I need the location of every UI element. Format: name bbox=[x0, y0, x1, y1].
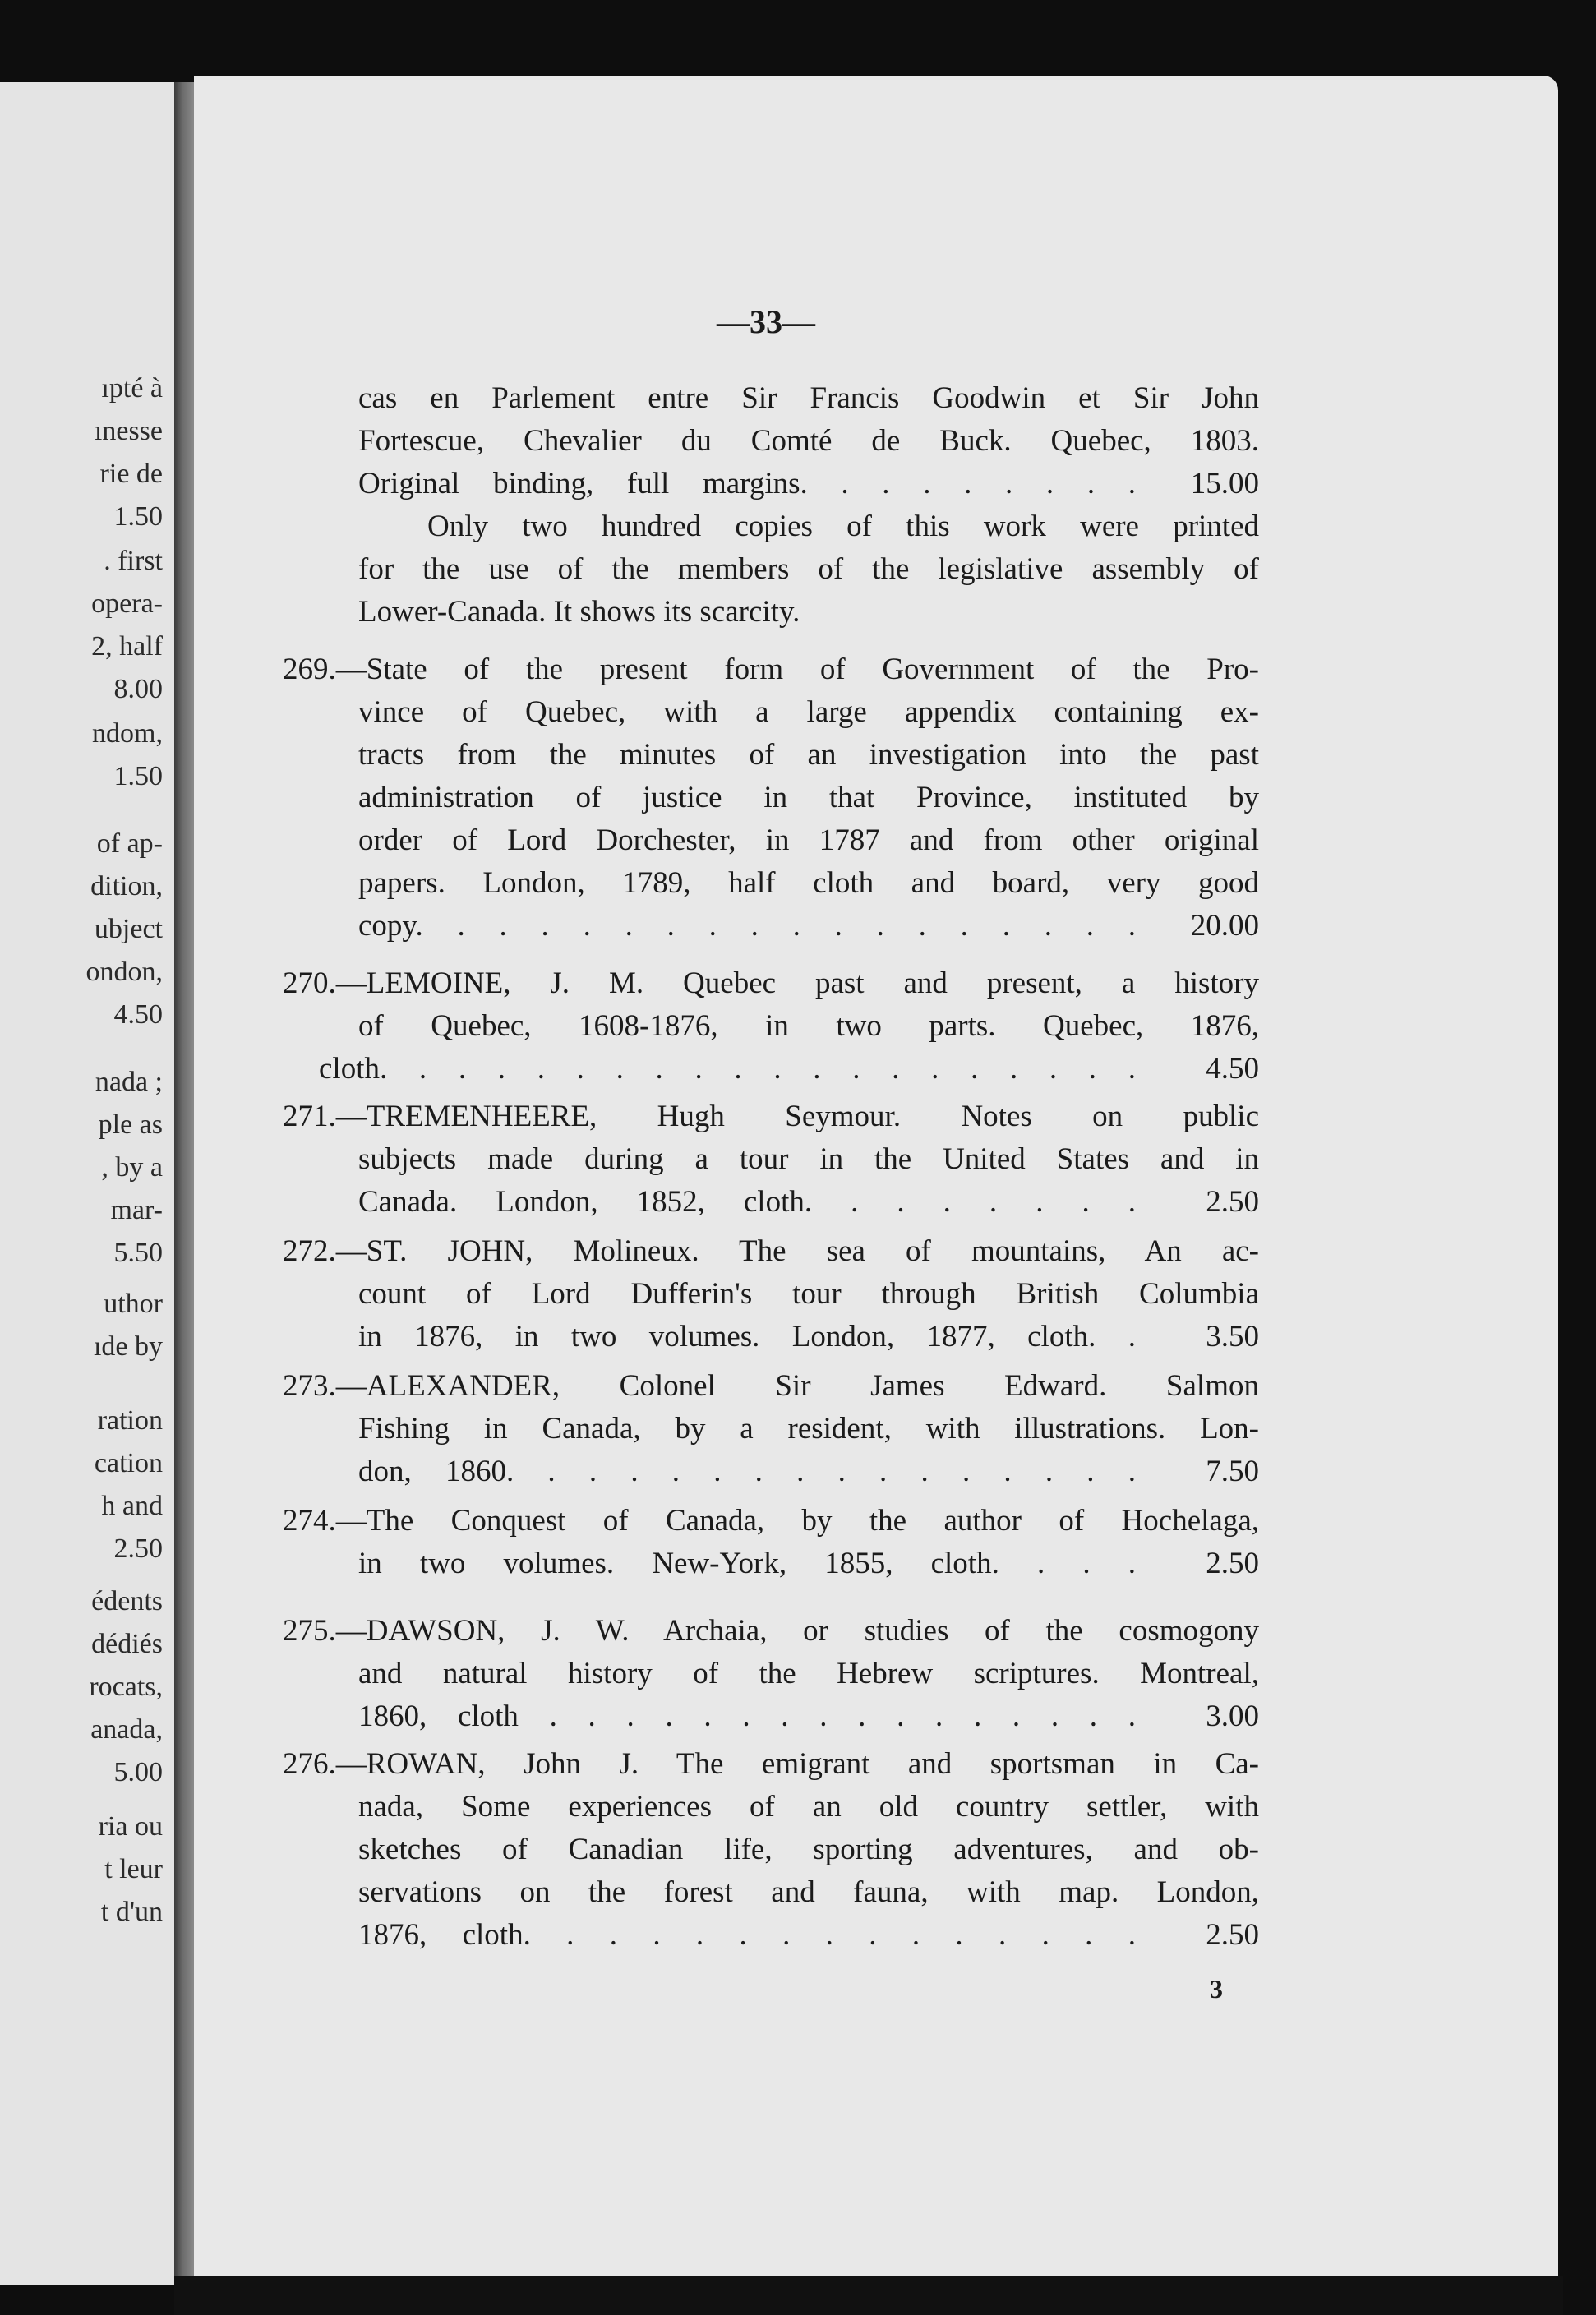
entry-line: subjects made during a tour in the United States and in bbox=[358, 1142, 1259, 1176]
left-page-text: opera- bbox=[91, 588, 163, 619]
left-page-text: ıde by bbox=[93, 1331, 163, 1362]
left-page-fragment bbox=[0, 82, 174, 2285]
left-page-text: ria ou bbox=[98, 1811, 163, 1842]
entry-line: cloth. . . . . . . . . . . . . . . . . . . . bbox=[319, 1052, 1136, 1086]
entry-line: 271.—TREMENHEERE, Hugh Seymour. Notes on public bbox=[283, 1100, 1259, 1133]
signature-mark: 3 bbox=[1210, 1974, 1223, 2004]
entry-line: Canada. London, 1852, cloth. . . . . . . . bbox=[358, 1185, 1136, 1219]
entry-line: and natural history of the Hebrew scriptures. Montreal, bbox=[358, 1657, 1259, 1690]
left-page-text: rocats, bbox=[89, 1672, 163, 1702]
left-page-text: t d'un bbox=[100, 1897, 163, 1927]
left-page-text: uthor bbox=[104, 1289, 163, 1319]
entry-line: Fishing in Canada, by a resident, with illustrations. Lon- bbox=[358, 1412, 1259, 1446]
price: 15.00 bbox=[1190, 467, 1259, 500]
entry-line: administration of justice in that Province, instituted by bbox=[358, 781, 1259, 814]
entry-line: tracts from the minutes of an investigation into the past bbox=[358, 738, 1259, 772]
entry-note-line: Lower-Canada. It shows its scarcity. bbox=[358, 595, 800, 629]
entry-line: 269.—State of the present form of Government of the Pro- bbox=[283, 653, 1259, 686]
entry-line: don, 1860. . . . . . . . . . . . . . . . bbox=[358, 1455, 1136, 1488]
left-page-text: rie de bbox=[99, 459, 163, 489]
left-page-text: 1.50 bbox=[113, 761, 163, 791]
left-page-text: 8.00 bbox=[113, 674, 163, 704]
left-page-text: 1.50 bbox=[113, 501, 163, 532]
price: 4.50 bbox=[1206, 1052, 1259, 1086]
left-page-text: dédiés bbox=[91, 1629, 163, 1659]
entry-line: Original binding, full margins. . . . . . . . . bbox=[358, 467, 1136, 500]
entry-line: 274.—The Conquest of Canada, by the author of Hochelaga, bbox=[283, 1504, 1259, 1538]
left-page-text: dition, bbox=[90, 871, 163, 902]
price: 2.50 bbox=[1206, 1918, 1259, 1952]
left-page-text: 2, half bbox=[91, 631, 163, 662]
price: 3.00 bbox=[1206, 1699, 1259, 1733]
entry-note-line: Only two hundred copies of this work were printed bbox=[427, 510, 1259, 543]
entry-line: 275.—DAWSON, J. W. Archaia, or studies of the cosmogony bbox=[283, 1614, 1259, 1648]
left-page-text: ndom, bbox=[92, 718, 163, 749]
left-page-text: ıpté à bbox=[101, 373, 163, 404]
left-page-text: of ap- bbox=[96, 828, 163, 859]
entry-line: cas en Parlement entre Sir Francis Goodwin et Sir John bbox=[358, 381, 1259, 415]
price: 2.50 bbox=[1206, 1185, 1259, 1219]
price: 3.50 bbox=[1206, 1320, 1259, 1353]
entry-line: vince of Quebec, with a large appendix containing ex- bbox=[358, 695, 1259, 729]
left-page-text: 5.50 bbox=[113, 1238, 163, 1268]
book-gutter bbox=[174, 82, 194, 2285]
left-page-text: 4.50 bbox=[113, 999, 163, 1030]
left-page-text: anada, bbox=[90, 1714, 163, 1745]
scan-bottom-edge bbox=[174, 2276, 1563, 2315]
left-page-text: ple as bbox=[98, 1109, 163, 1140]
entry-line: count of Lord Dufferin's tour through British Columbia bbox=[358, 1277, 1259, 1311]
entry-line: in two volumes. New-York, 1855, cloth. . . . bbox=[358, 1547, 1136, 1580]
entry-line: 273.—ALEXANDER, Colonel Sir James Edward. Salmon bbox=[283, 1369, 1259, 1403]
entry-line: order of Lord Dorchester, in 1787 and from other original bbox=[358, 823, 1259, 857]
left-page-text: ınesse bbox=[94, 416, 163, 446]
left-page-text: 2.50 bbox=[113, 1533, 163, 1564]
entry-line: servations on the forest and fauna, with map. London, bbox=[358, 1875, 1259, 1909]
entry-note-line: for the use of the members of the legislative assembly of bbox=[358, 552, 1259, 586]
price: 20.00 bbox=[1190, 909, 1259, 943]
price: 7.50 bbox=[1206, 1455, 1259, 1488]
left-page-text: cation bbox=[94, 1448, 163, 1478]
entry-line: 1860, cloth . . . . . . . . . . . . . . . . bbox=[358, 1699, 1136, 1733]
price: 2.50 bbox=[1206, 1547, 1259, 1580]
left-page-text: ration bbox=[97, 1405, 163, 1436]
left-page-text: nada ; bbox=[95, 1067, 163, 1097]
left-page-text: mar- bbox=[110, 1195, 163, 1225]
left-page-text: h and bbox=[101, 1491, 163, 1521]
entry-line: nada, Some experiences of an old country settler, with bbox=[358, 1790, 1259, 1824]
left-page-text: édents bbox=[91, 1586, 163, 1616]
page-number: —33— bbox=[717, 303, 815, 340]
entry-line: 270.—LEMOINE, J. M. Quebec past and present, a history bbox=[283, 966, 1259, 1000]
left-page-text: ubject bbox=[94, 914, 163, 944]
entry-line: Fortescue, Chevalier du Comté de Buck. Quebec, 1803. bbox=[358, 424, 1259, 458]
left-page-text: , by a bbox=[101, 1152, 163, 1183]
left-page-text: 5.00 bbox=[113, 1757, 163, 1787]
entry-line: 1876, cloth. . . . . . . . . . . . . . . bbox=[358, 1918, 1136, 1952]
entry-line: 276.—ROWAN, John J. The emigrant and sportsman in Ca- bbox=[283, 1747, 1259, 1781]
entry-line: copy. . . . . . . . . . . . . . . . . . bbox=[358, 909, 1136, 943]
left-page-text: ondon, bbox=[85, 957, 163, 987]
entry-line: of Quebec, 1608-1876, in two parts. Quebec, 1876, bbox=[358, 1009, 1259, 1043]
entry-line: in 1876, in two volumes. London, 1877, cloth. . bbox=[358, 1320, 1136, 1353]
entry-line: papers. London, 1789, half cloth and board, very good bbox=[358, 866, 1259, 900]
entry-line: sketches of Canadian life, sporting adventures, and ob- bbox=[358, 1833, 1259, 1866]
entry-line: 272.—ST. JOHN, Molineux. The sea of mountains, An ac- bbox=[283, 1234, 1259, 1268]
left-page-text: . first bbox=[104, 546, 163, 576]
left-page-text: t leur bbox=[104, 1854, 163, 1884]
